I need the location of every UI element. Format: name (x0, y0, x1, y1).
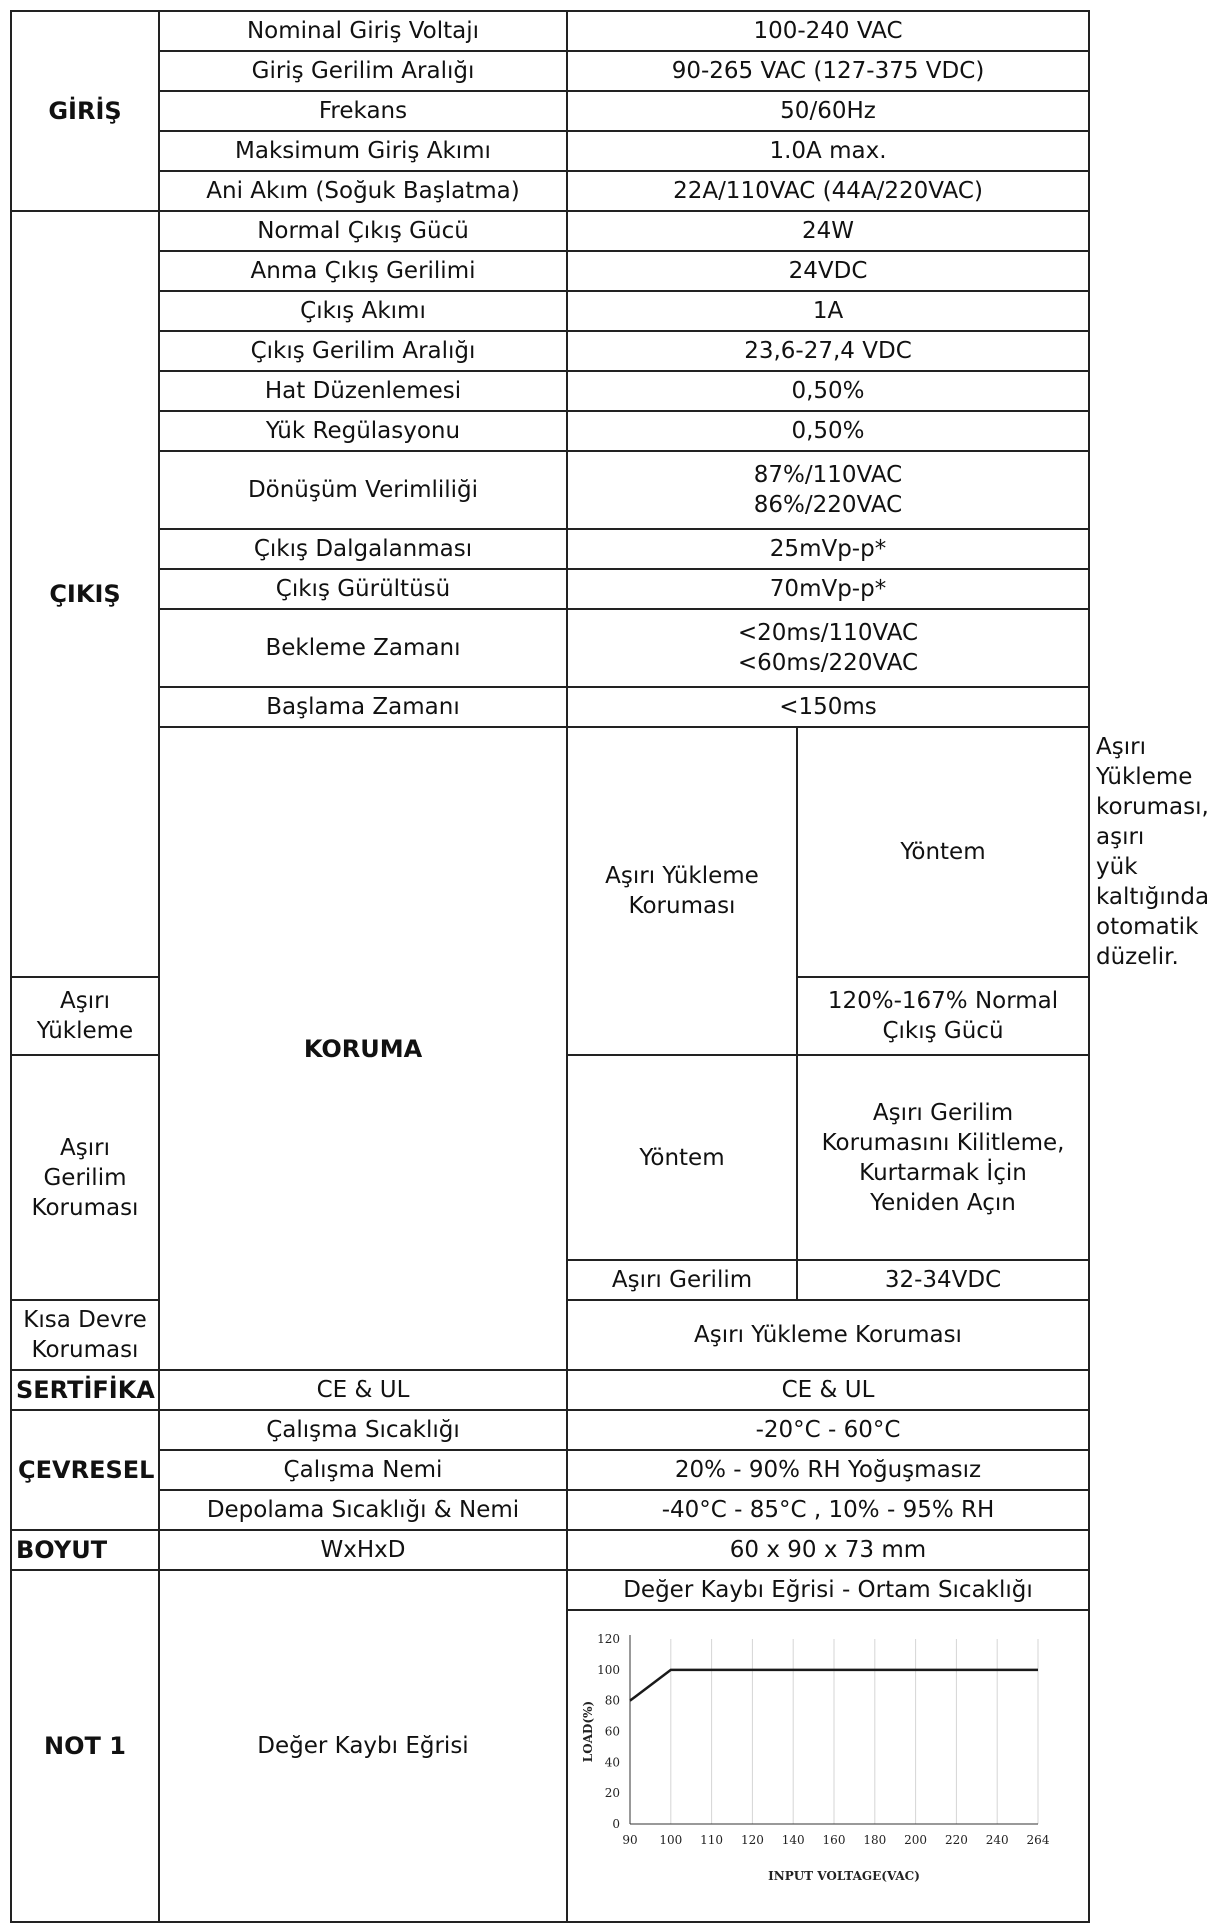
spec-value-line: <20ms/110VAC (737, 620, 919, 646)
spec-label: Normal Çıkış Gücü (159, 211, 567, 251)
table-row (11, 171, 1089, 211)
chart-y-axis-title: LOAD(%) (581, 1700, 595, 1763)
table-row (11, 1410, 1089, 1450)
chart-cell (567, 1610, 1089, 1922)
table-row (11, 211, 1089, 251)
table-row (11, 411, 1089, 451)
chart-x-tick-label: 110 (700, 1833, 724, 1847)
sub-label: Aşırı Gerilim (567, 1260, 797, 1300)
chart-x-tick-label: 90 (622, 1833, 638, 1847)
spec-label: Aşırı Gerilim Koruması (11, 1055, 159, 1300)
spec-value: 70mVp-p* (567, 569, 1089, 609)
spec-label: Başlama Zamanı (159, 687, 567, 727)
spec-label: Hat Düzenlemesi (159, 371, 567, 411)
section-label-output: ÇIKIŞ (11, 211, 159, 977)
table-row (11, 687, 1089, 727)
spec-label: Aşırı Yükleme Koruması (567, 727, 797, 1055)
chart-x-tick-label: 220 (944, 1833, 968, 1847)
spec-value-line: 87%/110VAC (753, 462, 903, 488)
spec-value: 1.0A max. (567, 131, 1089, 171)
spec-label: Çıkış Dalgalanması (159, 529, 567, 569)
spec-value-line: <60ms/220VAC (737, 650, 919, 676)
sub-value-line: Çıkış Gücü (882, 1018, 1004, 1044)
section-label-note: NOT 1 (11, 1570, 159, 1922)
table-row (11, 371, 1089, 411)
table-row (11, 1450, 1089, 1490)
chart-y-tick-label: 120 (597, 1632, 620, 1646)
chart-y-tick-label: 100 (597, 1662, 620, 1677)
table-row (11, 1490, 1089, 1530)
sub-value-line: 120%-167% Normal (827, 988, 1059, 1014)
spec-label: Çalışma Sıcaklığı (159, 1410, 567, 1450)
sub-label: Yöntem (567, 1055, 797, 1260)
spec-value: 1A (567, 291, 1089, 331)
spec-value-multiline (567, 451, 1089, 529)
chart-x-axis-title: INPUT VOLTAGE(VAC) (768, 1869, 920, 1883)
table-row: KORUMA Aşırı Yükleme Koruması Yöntem Aşırı Yükleme koruması, aşırı yük kaltığında otomatik düzelir. (11, 727, 1089, 977)
sub-value-line: Korumasını Kilitleme, (821, 1129, 1065, 1156)
table-row (11, 251, 1089, 291)
spec-value: 0,50% (567, 411, 1089, 451)
chart-caption: Değer Kaybı Eğrisi - Ortam Sıcaklığı (567, 1570, 1089, 1610)
section-label-environment: ÇEVRESEL (11, 1410, 159, 1530)
table-row (11, 1370, 1089, 1410)
spec-value: 0,50% (567, 371, 1089, 411)
spec-value: 23,6-27,4 VDC (567, 331, 1089, 371)
table-row (11, 291, 1089, 331)
spec-label: Ani Akım (Soğuk Başlatma) (159, 171, 567, 211)
chart-y-tick-label: 60 (604, 1724, 620, 1739)
derating-chart (568, 1611, 1084, 1921)
sub-value: 32-34VDC (797, 1260, 1089, 1300)
spec-label: Çıkış Gerilim Aralığı (159, 331, 567, 371)
chart-y-tick-label: 80 (604, 1693, 620, 1708)
spec-value: 24W (567, 211, 1089, 251)
table-row (11, 529, 1089, 569)
spec-value: CE & UL (567, 1370, 1089, 1410)
spec-label: Bekleme Zamanı (159, 609, 567, 687)
sub-value-line: Kurtarmak İçin (859, 1159, 1027, 1186)
spec-label: Çıkış Gürültüsü (159, 569, 567, 609)
chart-x-tick-label: 100 (659, 1833, 683, 1847)
spec-value-multiline (567, 609, 1089, 687)
chart-y-tick-label: 0 (612, 1817, 620, 1831)
spec-label: CE & UL (159, 1370, 567, 1410)
spec-label: Çıkış Akımı (159, 291, 567, 331)
spec-label: Yük Regülasyonu (159, 411, 567, 451)
chart-x-tick-label: 160 (822, 1833, 846, 1847)
spec-value: 100-240 VAC (567, 11, 1089, 51)
spec-label: Depolama Sıcaklığı & Nemi (159, 1490, 567, 1530)
chart-x-tick-label: 180 (863, 1833, 887, 1847)
spec-label: Çalışma Nemi (159, 1450, 567, 1490)
sub-value-line: Aşırı Gerilim (872, 1099, 1014, 1126)
chart-x-tick-label: 240 (985, 1833, 1009, 1847)
sub-value-multiline (797, 977, 1089, 1055)
spec-table (10, 10, 1209, 1923)
chart-x-tick-label: 140 (781, 1833, 805, 1847)
spec-label: Maksimum Giriş Akımı (159, 131, 567, 171)
spec-label: Nominal Giriş Voltajı (159, 11, 567, 51)
spec-label: Anma Çıkış Gerilimi (159, 251, 567, 291)
spec-value: -40°C - 85°C , 10% - 95% RH (567, 1490, 1089, 1530)
chart-y-tick-label: 20 (604, 1786, 620, 1801)
table-row (11, 51, 1089, 91)
spec-value: <150ms (567, 687, 1089, 727)
sub-value-line: Yeniden Açın (870, 1189, 1016, 1216)
spec-value: 50/60Hz (567, 91, 1089, 131)
spec-label: WxHxD (159, 1530, 567, 1570)
spec-label: Frekans (159, 91, 567, 131)
chart-y-tick-label: 40 (604, 1755, 620, 1770)
spec-value: 60 x 90 x 73 mm (567, 1530, 1089, 1570)
spec-value: 22A/110VAC (44A/220VAC) (567, 171, 1089, 211)
sub-value-multiline (797, 1055, 1089, 1260)
table-row (11, 569, 1089, 609)
spec-value: Aşırı Yükleme Koruması (567, 1300, 1089, 1370)
table-row (11, 91, 1089, 131)
spec-label: Giriş Gerilim Aralığı (159, 51, 567, 91)
chart-x-tick-label: 264 (1026, 1833, 1050, 1847)
spec-label: Kısa Devre Koruması (11, 1300, 159, 1370)
spec-value-line: 86%/220VAC (753, 492, 903, 518)
table-row (11, 11, 1089, 51)
table-row (11, 1530, 1089, 1570)
sub-label: Aşırı Yükleme (11, 977, 159, 1055)
chart-x-tick-label: 200 (904, 1833, 928, 1847)
spec-value: 24VDC (567, 251, 1089, 291)
section-label-size: BOYUT (11, 1530, 159, 1570)
table-row (11, 331, 1089, 371)
spec-value: 25mVp-p* (567, 529, 1089, 569)
sub-label: Yöntem (797, 727, 1089, 977)
table-row (11, 131, 1089, 171)
spec-label: Dönüşüm Verimliliği (159, 451, 567, 529)
chart-x-tick-label: 120 (740, 1833, 764, 1847)
spec-value: 90-265 VAC (127-375 VDC) (567, 51, 1089, 91)
table-row (11, 1570, 1089, 1610)
spec-value: -20°C - 60°C (567, 1410, 1089, 1450)
table-row (11, 609, 1089, 687)
table-row (11, 451, 1089, 529)
section-label-protection: KORUMA (159, 727, 567, 1370)
spec-label: Değer Kaybı Eğrisi (159, 1570, 567, 1922)
section-label-certification: SERTİFİKA (11, 1370, 159, 1410)
spec-value: 20% - 90% RH Yoğuşmasız (567, 1450, 1089, 1490)
section-label-input: GİRİŞ (11, 11, 159, 211)
